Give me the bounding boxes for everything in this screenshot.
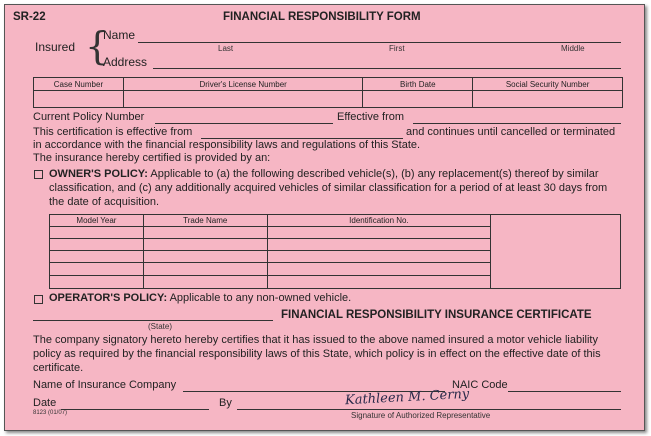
ssn-cell[interactable] [473, 91, 623, 108]
operators-policy-text: Applicable to any non-owned vehicle. [169, 292, 352, 304]
name-label: Name [103, 28, 136, 42]
current-policy-label: Current Policy Number [33, 111, 145, 123]
name-middle-label: Middle [561, 44, 585, 53]
owners-policy-text: Applicable to (a) the following described vehicle(s), (b) any replacement(s) thereof by similar classification, and (c) any additionally acquired vehicles of similar classification for a period of at least 30 days from the date of acquisition. [49, 168, 608, 208]
operators-policy-block [49, 292, 351, 304]
continues-text: and continues until cancelled or terminated [406, 126, 616, 138]
vehicle-cell[interactable] [50, 227, 144, 239]
company-label: Name of Insurance Company [33, 379, 177, 391]
vehicle-cell[interactable] [267, 251, 491, 263]
effective-from-field[interactable] [413, 123, 621, 124]
vehicle-table-side-box [491, 215, 621, 289]
provided-by-text: The insurance hereby certified is provided by an: [33, 152, 271, 164]
vehicle-cell[interactable] [143, 227, 267, 239]
vehicle-header-year: Model Year [50, 215, 144, 227]
vehicle-header-trade: Trade Name [143, 215, 267, 227]
date-field[interactable] [61, 409, 209, 410]
id-header-birth: Birth Date [363, 78, 473, 91]
owners-policy-block [49, 167, 625, 209]
vehicle-header-id: Identification No. [267, 215, 491, 227]
form-code: SR-22 [13, 11, 46, 23]
id-header-license: Driver's License Number [123, 78, 363, 91]
address-label: Address [103, 55, 148, 69]
state-field[interactable] [33, 320, 273, 321]
signature-image: Kathleen M. Cerny [344, 386, 470, 409]
form-number: 8123 (01/07) [33, 410, 68, 416]
vehicle-cell[interactable] [50, 239, 144, 251]
vehicle-cell[interactable] [143, 251, 267, 263]
vehicle-cell[interactable] [267, 239, 491, 251]
effective-from-label: Effective from [337, 111, 405, 123]
sr22-form [4, 4, 645, 431]
date-label: Date [33, 397, 57, 409]
name-last-label: Last [218, 44, 234, 53]
name-field[interactable] [138, 42, 621, 43]
current-policy-field[interactable] [155, 123, 333, 124]
vehicle-cell[interactable] [50, 251, 144, 263]
signature-caption: Signature of Authorized Representative [351, 411, 491, 420]
id-table [33, 77, 623, 108]
signature-field[interactable] [237, 409, 621, 410]
vehicle-cell[interactable] [143, 276, 267, 289]
naic-field[interactable] [508, 391, 621, 392]
operators-policy-heading: OPERATOR'S POLICY: [49, 292, 168, 304]
owners-policy-checkbox[interactable] [34, 170, 43, 179]
id-header-ssn: Social Security Number [473, 78, 623, 91]
certificate-text: The company signatory hereto hereby certifies that it has issued to the above named insured a motor vehicle liability policy as required by the financial responsibility laws of this State, which policy is in effect on the effective date of this certificate. [33, 334, 601, 374]
operators-policy-checkbox[interactable] [34, 295, 43, 304]
vehicle-cell[interactable] [267, 263, 491, 276]
certificate-heading: FINANCIAL RESPONSIBILITY INSURANCE CERTIFICATE [281, 309, 592, 321]
address-field[interactable] [153, 68, 621, 69]
owners-policy-heading: OWNER'S POLICY: [49, 168, 148, 180]
birth-date-cell[interactable] [363, 91, 473, 108]
license-number-cell[interactable] [123, 91, 363, 108]
insured-brace: { [85, 24, 110, 68]
vehicle-cell[interactable] [50, 263, 144, 276]
vehicle-cell[interactable] [267, 276, 491, 289]
cert-effective-label: This certification is effective from [33, 126, 193, 138]
id-header-case: Case Number [34, 78, 124, 91]
vehicle-cell[interactable] [143, 239, 267, 251]
name-first-label: First [389, 44, 405, 53]
vehicle-cell[interactable] [143, 263, 267, 276]
accordance-text: in accordance with the financial responsibility laws and regulations of this State. [33, 139, 421, 151]
vehicle-cell[interactable] [267, 227, 491, 239]
case-number-cell[interactable] [34, 91, 124, 108]
by-label: By [219, 397, 232, 409]
vehicle-cell[interactable] [50, 276, 144, 289]
state-label: (State) [148, 322, 173, 331]
form-title: FINANCIAL RESPONSIBILITY FORM [223, 11, 421, 23]
naic-label: NAIC Code [452, 379, 508, 391]
vehicle-table [49, 214, 621, 289]
insured-label: Insured [35, 40, 76, 54]
